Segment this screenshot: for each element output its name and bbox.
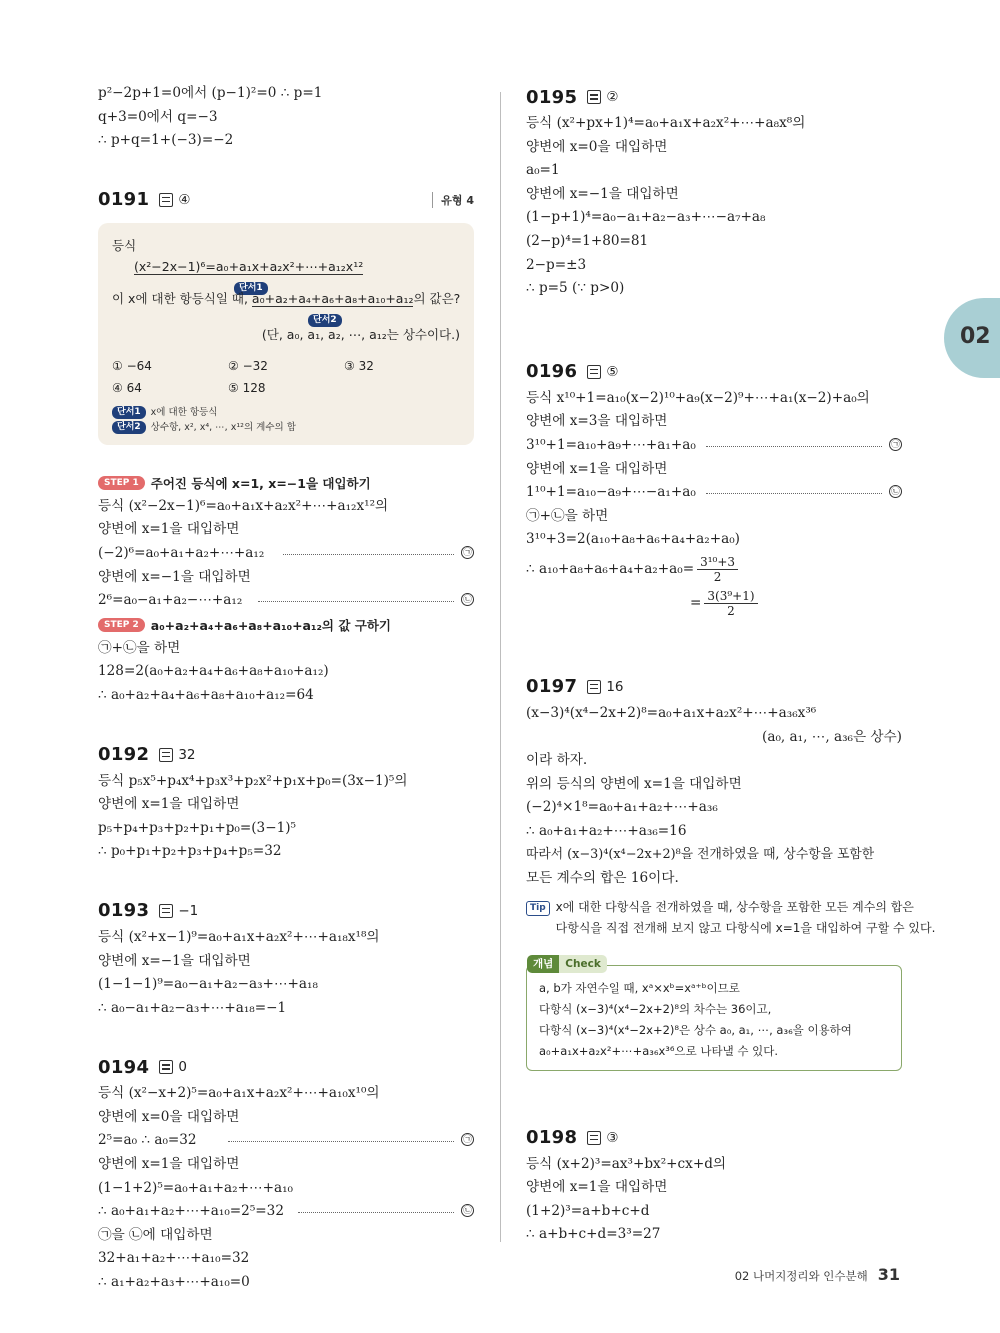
reference-mark: ㉠: [461, 1133, 474, 1146]
problem-header-0192: [98, 740, 474, 770]
fraction: [697, 555, 738, 584]
text-line: ∴ a₁+a₂+a₃+⋯+a₁₀=0: [98, 1274, 250, 1291]
text-line: 등식 (x²+px+1)⁴=a₀+a₁x+a₂x²+⋯+a₈x⁸의: [526, 115, 806, 131]
check-line: a, b가 자연수일 때, xᵃ×xᵇ=xᵃ⁺ᵇ이므로: [539, 980, 740, 995]
problem-box: [98, 223, 474, 445]
equation: ∴ a₀+a₁+a₂+⋯+a₁₀=2⁵=32: [98, 1203, 284, 1220]
text-line: [526, 552, 902, 586]
text-line: 양변에 x=−1을 대입하면: [98, 568, 251, 585]
clue-note: [112, 420, 460, 435]
text-line: p₅+p₄+p₃+p₂+p₁+p₀=(3−1)⁵: [98, 819, 296, 836]
problem-header-0194: [98, 1052, 474, 1082]
box-line: (단, a₀, a₁, a₂, ⋯, a₁₂는 상수이다.): [261, 326, 460, 342]
problem-number: 0194: [98, 1056, 150, 1078]
chapter-tab: [944, 298, 1000, 378]
answer-value: ②: [606, 89, 619, 105]
underlined-equation: (x²−2x−1)⁶=a₀+a₁x+a₂x²+⋯+a₁₂x¹²: [134, 258, 364, 274]
problem-header-0198: [526, 1123, 902, 1153]
answer-icon: [587, 90, 601, 104]
step-header: [98, 471, 474, 495]
problem-header-0191: [98, 185, 474, 215]
text-line: ㉠+㉡을 하면: [98, 639, 181, 656]
equals-sign: =: [690, 594, 702, 611]
text-line: ∴ p₀+p₁+p₂+p₃+p₄+p₅=32: [98, 843, 282, 860]
column-divider: [500, 92, 501, 1242]
text-line: 양변에 x=0을 대입하면: [98, 1108, 240, 1125]
check-label: Check: [559, 955, 607, 973]
answer-icon: [159, 1060, 173, 1074]
choice: ② −32: [228, 358, 268, 373]
choice: ① −64: [112, 358, 152, 373]
text-line: 등식 (x²+x−1)⁹=a₀+a₁x+a₂x²+⋯+a₁₈x¹⁸의: [98, 928, 380, 945]
equation: 1¹⁰+1=a₁₀−a₉+⋯−a₁+a₀: [526, 484, 696, 501]
text-line: 양변에 x=0을 대입하면: [526, 138, 668, 155]
page-footer: [735, 1265, 900, 1284]
text-line: 등식 p₅x⁵+p₄x⁴+p₃x³+p₂x²+p₁x+p₀=(3x−1)⁵의: [98, 772, 408, 789]
leader-dots: [706, 446, 882, 447]
equation: 2⁵=a₀ ∴ a₀=32: [98, 1132, 197, 1149]
text-line: 양변에 x=1을 대입하면: [98, 1156, 240, 1173]
text-line: ∴ a₀−a₁+a₂−a₃+⋯+a₁₈=−1: [98, 999, 287, 1016]
text-line: (1−1−1)⁹=a₀−a₁+a₂−a₃+⋯+a₁₈: [98, 976, 318, 993]
check-line: a₀+a₁x+a₂x²+⋯+a₃₆x³⁶으로 나타낼 수 있다.: [539, 1043, 779, 1058]
fraction-denominator: 2: [713, 569, 722, 584]
text-line: 따라서 (x−3)⁴(x⁴−2x+2)⁸을 전개하였을 때, 상수항을 포함한: [526, 847, 875, 863]
text-line: (a₀, a₁, ⋯, a₃₆은 상수): [762, 728, 902, 745]
equation: ∴ a₁₀+a₈+a₆+a₄+a₂+a₀=: [526, 560, 695, 577]
answer-value: 32: [178, 746, 196, 763]
reference-mark: ㉡: [461, 593, 474, 606]
text-line: 이라 하자.: [526, 752, 588, 769]
answer-icon: [587, 365, 601, 379]
leader-dots: [706, 493, 882, 494]
box-text: 이 x에 대한 항등식일 때,: [112, 290, 252, 306]
problem-number: 0197: [526, 676, 578, 698]
answer-icon: [587, 680, 601, 694]
answer-value: ④: [178, 191, 191, 208]
text-line: [98, 589, 474, 613]
problem-number: 0192: [98, 744, 150, 766]
step-badge: STEP 2: [98, 618, 145, 632]
text-line: [98, 1129, 474, 1153]
step-header: [98, 613, 474, 637]
text-line: 등식 (x²−2x−1)⁶=a₀+a₁x+a₂x²+⋯+a₁₂x¹²의: [98, 497, 389, 514]
tip-note: [526, 897, 936, 939]
text-line: (1−1+2)⁵=a₀+a₁+a₂+⋯+a₁₀: [98, 1179, 293, 1196]
text-line: [526, 434, 902, 458]
text-line: [98, 542, 474, 566]
text-line: 모든 계수의 합은 16이다.: [526, 870, 679, 887]
text-line: (−2)⁴×1⁸=a₀+a₁+a₂+⋯+a₃₆: [526, 799, 718, 816]
text-line: [526, 481, 902, 505]
text-line: a₀=1: [526, 162, 560, 179]
text-line: p²−2p+1=0에서 (p−1)²=0 ∴ p=1: [98, 85, 323, 101]
problem-number: 0196: [526, 361, 578, 383]
text-line: 등식 (x²−x+2)⁵=a₀+a₁x+a₂x²+⋯+a₁₀x¹⁰의: [98, 1085, 380, 1102]
answer-value: ⑤: [606, 363, 619, 380]
box-line: [112, 288, 460, 309]
text-line: 위의 등식의 양변에 x=1을 대입하면: [526, 775, 742, 792]
step-title: 주어진 등식에 x=1, x=−1을 대입하기: [150, 475, 371, 491]
check-line: 다항식 (x−3)⁴(x⁴−2x+2)⁸의 차수는 36이고,: [539, 1001, 772, 1016]
problem-header-0193: [98, 896, 474, 926]
text-line: ∴ p+q=1+(−3)=−2: [98, 132, 234, 149]
step-badge: STEP 1: [98, 476, 145, 490]
text-line: 2−p=±3: [526, 256, 587, 273]
text-line: 등식 x¹⁰+1=a₁₀(x−2)¹⁰+a₉(x−2)⁹+⋯+a₁(x−2)+a₀의: [526, 389, 870, 406]
problem-number: 0193: [98, 900, 150, 922]
text-line: ㉠을 ㉡에 대입하면: [98, 1226, 213, 1243]
chapter-tab-label: 02: [960, 324, 991, 349]
reference-mark: ㉡: [461, 1204, 474, 1217]
tip-badge: Tip: [526, 901, 550, 916]
answer-icon: [159, 748, 173, 762]
leader-dots: [258, 601, 454, 602]
concept-check-tab: [527, 955, 607, 973]
fraction-numerator: 3¹⁰+3: [697, 555, 738, 570]
left-column: [98, 82, 474, 1295]
right-column: [526, 82, 936, 1247]
answer-icon: [159, 193, 173, 207]
answer-icon: [159, 904, 173, 918]
page-number: 31: [877, 1265, 900, 1284]
box-line: 등식: [112, 237, 137, 253]
box-text: 의 값은?: [413, 290, 461, 306]
footer-chapter: 02 나머지정리와 인수분해: [734, 1269, 868, 1283]
text-line: 양변에 x=−1을 대입하면: [98, 952, 251, 969]
text-line: 양변에 x=3을 대입하면: [526, 413, 668, 430]
answer-choices: [112, 355, 460, 399]
problem-header-0195: [526, 82, 902, 112]
leader-dots: [228, 1141, 454, 1142]
problem-number: 0198: [526, 1127, 578, 1149]
text-line: (2−p)⁴=1+80=81: [526, 232, 649, 249]
text-line: (1+2)³=a+b+c+d: [526, 1202, 650, 1219]
clue-badge: 단서2: [308, 314, 342, 327]
text-line: [98, 1200, 474, 1224]
answer-value: −1: [178, 902, 199, 919]
answer-icon: [587, 1131, 601, 1145]
fraction-numerator: 3(3⁹+1): [704, 589, 757, 604]
step-title: a₀+a₂+a₄+a₆+a₈+a₁₀+a₁₂의 값 구하기: [150, 617, 392, 633]
answer-value: ③: [606, 1129, 619, 1146]
choice: ⑤ 128: [228, 380, 266, 395]
text-line: 등식 (x+2)³=ax³+bx²+cx+d의: [526, 1155, 727, 1172]
text-line: 128=2(a₀+a₂+a₄+a₆+a₈+a₁₀+a₁₂): [98, 663, 329, 680]
concept-check-box: [526, 957, 902, 1071]
box-equation: [112, 256, 460, 277]
problem-header-0196: [526, 357, 902, 387]
problem-number: 0195: [526, 86, 578, 108]
text-line: 양변에 x=1을 대입하면: [526, 460, 668, 477]
fraction: [704, 589, 757, 618]
clue-note: [112, 405, 460, 420]
clue-badge: 단서2: [112, 421, 146, 434]
tip-text: x에 대한 다항식을 전개하였을 때, 상수항을 포함한 모든 계수의 합은: [555, 899, 914, 914]
choice: ③ 32: [344, 358, 374, 373]
text-line: (x−3)⁴(x⁴−2x+2)⁸=a₀+a₁x+a₂x²+⋯+a₃₆x³⁶: [526, 704, 817, 721]
text-line: (1−p+1)⁴=a₀−a₁+a₂−a₃+⋯−a₇+a₈: [526, 209, 766, 226]
text-line: 32+a₁+a₂+⋯+a₁₀=32: [98, 1250, 250, 1267]
fraction-denominator: 2: [727, 603, 735, 618]
text-line: 3¹⁰+3=2(a₁₀+a₈+a₆+a₄+a₂+a₀): [526, 531, 740, 548]
text-line: 양변에 x=1을 대입하면: [98, 796, 240, 813]
tip-text: 다항식을 직접 전개해 보지 않고 다항식에 x=1을 대입하여 구할 수 있다.: [555, 920, 936, 935]
equation: 2⁶=a₀−a₁+a₂−⋯+a₁₂: [98, 592, 243, 609]
text-line: 양변에 x=1을 대입하면: [98, 521, 240, 538]
text-line: ㉠+㉡을 하면: [526, 507, 609, 524]
text-line: ∴ a₀+a₂+a₄+a₆+a₈+a₁₀+a₁₂=64: [98, 686, 314, 703]
type-tag: 유형 4: [432, 192, 474, 208]
text-line: q+3=0에서 q=−3: [98, 108, 218, 125]
problem-header-0197: [526, 672, 902, 702]
text-line: ∴ a+b+c+d=3³=27: [526, 1226, 661, 1243]
leader-dots: [283, 554, 454, 555]
leader-dots: [298, 1212, 454, 1213]
clue-text: 상수항, x², x⁴, ⋯, x¹²의 계수의 합: [150, 421, 296, 433]
clue-badge: 단서1: [234, 282, 268, 295]
text-line: 양변에 x=−1을 대입하면: [526, 185, 679, 202]
answer-value: 0: [178, 1059, 187, 1076]
choice: ④ 64: [112, 380, 142, 395]
underlined-expression: a₀+a₂+a₄+a₆+a₈+a₁₀+a₁₂: [251, 290, 414, 306]
equation: 3¹⁰+1=a₁₀+a₉+⋯+a₁+a₀: [526, 436, 696, 453]
clue-text: x에 대한 항등식: [150, 406, 218, 418]
reference-mark: ㉡: [889, 485, 902, 498]
equation: (−2)⁶=a₀+a₁+a₂+⋯+a₁₂: [98, 544, 265, 561]
text-line: ∴ p=5 (∵ p>0): [526, 280, 625, 297]
text-line: [526, 586, 902, 620]
text-line: ∴ a₀+a₁+a₂+⋯+a₃₆=16: [526, 822, 687, 839]
clue-badge: 단서1: [112, 406, 146, 419]
text-line: 양변에 x=1을 대입하면: [526, 1179, 668, 1196]
reference-mark: ㉠: [889, 438, 902, 451]
answer-value: 16: [606, 678, 624, 695]
check-line: 다항식 (x−3)⁴(x⁴−2x+2)⁸은 상수 a₀, a₁, ⋯, a₃₆을 이용하여: [539, 1022, 852, 1037]
concept-label: 개념: [527, 955, 559, 973]
reference-mark: ㉠: [461, 546, 474, 559]
problem-number: 0191: [98, 189, 150, 211]
